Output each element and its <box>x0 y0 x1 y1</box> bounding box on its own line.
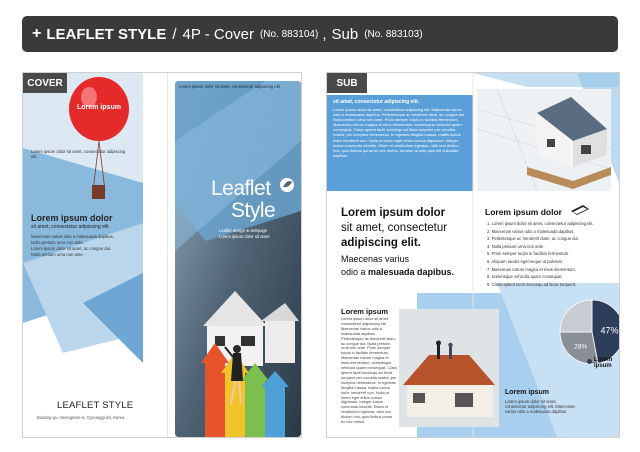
balloon-icon <box>63 73 133 213</box>
logo-subtitle-2: Lorem ipsum dolor sit amet <box>219 234 270 239</box>
bottom-heading: Lorem ipsum <box>505 389 549 396</box>
sub-big-line-5-bold: malesuada dapibus. <box>368 267 455 277</box>
header-cover-number: (No. 883104) <box>259 28 319 40</box>
cover-heading: Lorem ipsum dolor <box>31 213 113 223</box>
header-comma: , <box>322 25 327 43</box>
list-item: 9. Class aptent taciti sociosqu ad litora torquent. <box>487 281 577 287</box>
list-item: 6. Aliquam iaculis eget neque ut pulvinar. <box>487 258 563 264</box>
pie-legend-dot <box>587 359 592 364</box>
house-photo-graphic <box>399 309 499 427</box>
fold-line <box>167 73 168 437</box>
header-sub-number: (No. 883103) <box>364 28 423 40</box>
sub-column-heading: Lorem ipsum <box>341 307 389 316</box>
header-sub-part: Sub <box>331 25 359 43</box>
header-cover-part: 4P - Cover <box>182 25 254 43</box>
logo-subtitle-1: Leaflet design & webpage <box>219 228 268 233</box>
list-item: 2. Maecenas varius odio a malesuada dapibus. <box>487 228 575 234</box>
list <box>487 221 615 289</box>
list-item: 3. Pellentesque ac hendrerit diam, ac congue dui. <box>487 236 579 242</box>
logo-leaf-icon <box>279 177 295 193</box>
list-item: 8. scelerisque vehicula quam consequat. <box>487 274 563 280</box>
sub-tag: SUB <box>327 73 367 93</box>
logo-word-leaflet: Leaflet <box>211 177 271 200</box>
sub-big-line-2: sit amet, consectetur <box>341 222 448 234</box>
plus-icon: + <box>32 25 42 42</box>
brand-name: LEAFLET STYLE <box>57 400 134 411</box>
sub-big-line-5 <box>341 267 454 277</box>
list-heading: Lorem ipsum dolor <box>485 207 562 217</box>
cover-leaflet <box>22 72 302 438</box>
house-model-photo <box>477 89 611 191</box>
list-item: 5. Proin semper turpis in facilisis fermentum. <box>487 251 570 257</box>
front-top-text: Lorem ipsum dolor sit amet, consectetur adipiscing elit. <box>179 84 281 89</box>
front-cover-graphic <box>175 81 301 437</box>
sub-big-line-3: adipiscing elit. <box>341 237 421 249</box>
sub-intro-body: Lorem ipsum dolor sit amet, consectetur adipiscing elit. Maecenas varius odio a malesuada dapibus. Pellentesque ac hendrerit diam, ac congue dui. Nulla pretium urna non ante. Proin semper turpis in facilisis fermentum. Maecenas rutrum magna et risus elementum, scelerisque vehicula quam consequat. Class aptent taciti sociosqu ad litora torquent per conubia nostra, per inceptos himenaeos. In egestas fringilla massa, mattis luctus dolor hendrerit non. Nulla ut lorem eget tellus cursus dignissim. Integer luctus commodo lobortis. Etiam et vestibulum egestas, nibh orci dictum orci, quis finibus purus ex nec metus. Aenean at odio quis elit vulputate dapibus. <box>333 107 466 158</box>
house-photo <box>399 309 499 427</box>
list-item: 7. Maecenas rutrum magna et risus elementum, <box>487 266 576 272</box>
money-icon <box>569 203 591 217</box>
sub-column-body: Lorem ipsum dolor sit amet, consectetur adipiscing elit. Maecenas varius odio a malesuada dapibus. Pellentesque ac hendrerit diam, ac congue dui. Nulla pretium urna non ante. Proin semper turpis in facilisis fermentum. Maecenas rutrum magna et risus elementum, scelerisque vehicula quam consequat. Class aptent taciti sociosqu ad litora torquent per conubia nostra, per inceptos himenaeos. In egestas fringilla massa, mattis luctus dolor hendrerit non. Nulla ut lorem eget tellus cursus dignissim. Integer luctus commodo lobortis. Etiam et vestibulum egestas, nibh orci dictum orci, quis finibus purus ex nec metus. <box>341 316 398 425</box>
cover-tag: COVER <box>23 73 67 93</box>
cover-subheading: sit amet, consectetur adipiscing elit. <box>31 224 110 230</box>
sub-leaflet <box>326 72 620 438</box>
cover-small-text-4: Lorem ipsum dolor sit amet, ac congue dui. <box>31 246 112 251</box>
logo-word-style: Style <box>231 199 276 222</box>
balloon-label: Lorem ipsum <box>77 104 121 111</box>
sub-intro-heading: sit amet, consectetur adipiscing elit. <box>333 99 420 105</box>
cover-small-text-5: Nulla pretium urna non ante. <box>31 252 84 257</box>
title-bar <box>22 16 618 52</box>
brand-address: Budang-gu, Seongnam-si, Gyeonggi-do, Korea <box>37 415 125 420</box>
pie-slice-C <box>560 300 592 332</box>
list-item: 1. Lorem ipsum dolor sit amet, consectetur adipiscing elit. <box>487 221 594 226</box>
cover-small-text-1: Lorem ipsum dolor sit amet, consectetur adipiscing elit. <box>31 149 126 159</box>
cover-small-text-3: Nulla pretium urna non ante. <box>31 240 84 245</box>
header-title: LEAFLET STYLE <box>46 25 167 43</box>
sub-big-line-4: Maecenas varius <box>341 254 410 264</box>
list-item: 4. Nulla pretium urna non ante. <box>487 243 545 249</box>
sub-big-line-1: Lorem ipsum dolor <box>341 207 446 219</box>
header-slash: / <box>172 25 177 43</box>
back-cover-panel <box>23 73 143 437</box>
pie-legend-label: Lorem ipsum <box>594 357 613 369</box>
pie-label-A: 47% <box>600 325 619 336</box>
sub-big-line-5-regular: odio a <box>341 267 369 277</box>
front-cover-panel <box>175 81 301 437</box>
bottom-body: Lorem ipsum dolor sit amet, consectetur adipiscing elit. Maecenas varius odio a malesuada dapibus. <box>505 399 575 414</box>
pie-label-B: 28% <box>574 343 588 351</box>
cover-small-text-2: Maecenas varius odio a malesuada dapibus. <box>31 234 114 239</box>
house-model-graphic <box>477 89 611 191</box>
